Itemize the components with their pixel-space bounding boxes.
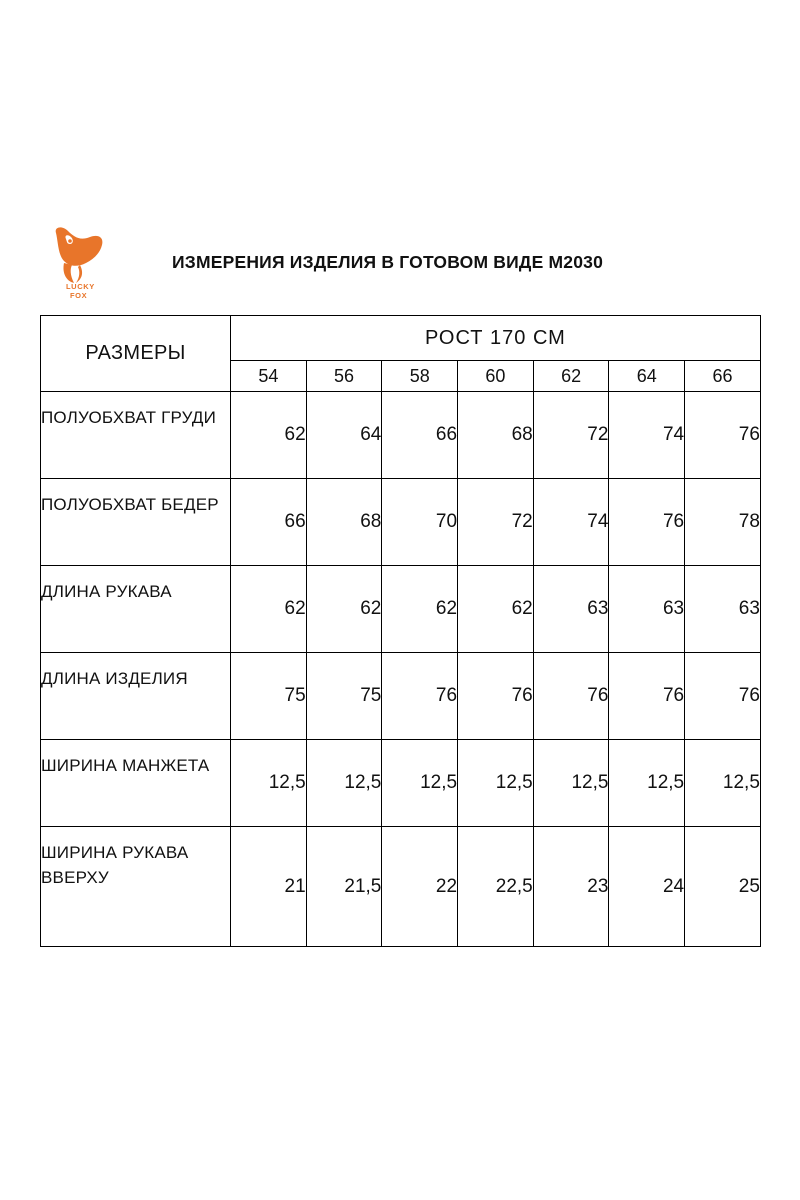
cell-garment-length-64: 76 [609, 653, 685, 740]
cell-garment-length-66: 76 [685, 653, 761, 740]
cell-hips-56: 68 [306, 479, 382, 566]
row-label-sleeve-top-width: ШИРИНА РУКАВА ВВЕРХУ [41, 827, 231, 947]
cell-sleeve-top-width-58: 22 [382, 827, 458, 947]
row-label-cuff-width: ШИРИНА МАНЖЕТА [41, 740, 231, 827]
cell-sleeve-top-width-56: 21,5 [306, 827, 382, 947]
cell-cuff-width-66: 12,5 [685, 740, 761, 827]
size-column-56: 56 [306, 361, 382, 392]
cell-cuff-width-56: 12,5 [306, 740, 382, 827]
logo-text-fox: FOX [70, 291, 88, 300]
cell-sleeve-length-56: 62 [306, 566, 382, 653]
cell-sleeve-top-width-64: 24 [609, 827, 685, 947]
cell-chest-60: 68 [458, 392, 534, 479]
size-column-54: 54 [231, 361, 307, 392]
cell-chest-62: 72 [533, 392, 609, 479]
cell-chest-54: 62 [231, 392, 307, 479]
cell-sleeve-top-width-62: 23 [533, 827, 609, 947]
cell-chest-64: 74 [609, 392, 685, 479]
table-row [41, 653, 761, 740]
measurements-table [40, 315, 761, 947]
table-row [41, 827, 761, 947]
row-label-chest: ПОЛУОБХВАТ ГРУДИ [41, 392, 231, 479]
table-row [41, 392, 761, 479]
cell-garment-length-54: 75 [231, 653, 307, 740]
header-sizes-label: РАЗМЕРЫ [41, 316, 231, 392]
logo-text-lucky: LUCKY [66, 282, 95, 291]
cell-cuff-width-62: 12,5 [533, 740, 609, 827]
row-label-hips: ПОЛУОБХВАТ БЕДЕР [41, 479, 231, 566]
cell-cuff-width-60: 12,5 [458, 740, 534, 827]
header-height-label: РОСТ 170 СМ [231, 316, 761, 361]
cell-garment-length-62: 76 [533, 653, 609, 740]
row-label-sleeve-length: ДЛИНА РУКАВА [41, 566, 231, 653]
table-row [41, 566, 761, 653]
size-column-64: 64 [609, 361, 685, 392]
cell-hips-60: 72 [458, 479, 534, 566]
cell-sleeve-length-60: 62 [458, 566, 534, 653]
cell-hips-58: 70 [382, 479, 458, 566]
cell-cuff-width-58: 12,5 [382, 740, 458, 827]
cell-chest-56: 64 [306, 392, 382, 479]
document-header [40, 222, 760, 302]
fox-icon [56, 227, 103, 283]
cell-garment-length-56: 75 [306, 653, 382, 740]
cell-sleeve-length-66: 63 [685, 566, 761, 653]
cell-garment-length-60: 76 [458, 653, 534, 740]
size-column-62: 62 [533, 361, 609, 392]
cell-hips-62: 74 [533, 479, 609, 566]
cell-sleeve-top-width-60: 22,5 [458, 827, 534, 947]
cell-sleeve-top-width-66: 25 [685, 827, 761, 947]
size-column-58: 58 [382, 361, 458, 392]
page-title: ИЗМЕРЕНИЯ ИЗДЕЛИЯ В ГОТОВОМ ВИДЕ М2030 [172, 251, 604, 272]
cell-sleeve-length-62: 63 [533, 566, 609, 653]
cell-sleeve-top-width-54: 21 [231, 827, 307, 947]
size-column-66: 66 [685, 361, 761, 392]
cell-sleeve-length-64: 63 [609, 566, 685, 653]
cell-cuff-width-64: 12,5 [609, 740, 685, 827]
size-column-60: 60 [458, 361, 534, 392]
table-row [41, 479, 761, 566]
cell-sleeve-length-58: 62 [382, 566, 458, 653]
row-label-garment-length: ДЛИНА ИЗДЕЛИЯ [41, 653, 231, 740]
cell-hips-66: 78 [685, 479, 761, 566]
table-header-row [41, 316, 761, 361]
cell-chest-58: 66 [382, 392, 458, 479]
cell-sleeve-length-54: 62 [231, 566, 307, 653]
cell-garment-length-58: 76 [382, 653, 458, 740]
lucky-fox-logo [40, 223, 150, 301]
cell-hips-64: 76 [609, 479, 685, 566]
cell-hips-54: 66 [231, 479, 307, 566]
table-row [41, 740, 761, 827]
cell-cuff-width-54: 12,5 [231, 740, 307, 827]
cell-chest-66: 76 [685, 392, 761, 479]
